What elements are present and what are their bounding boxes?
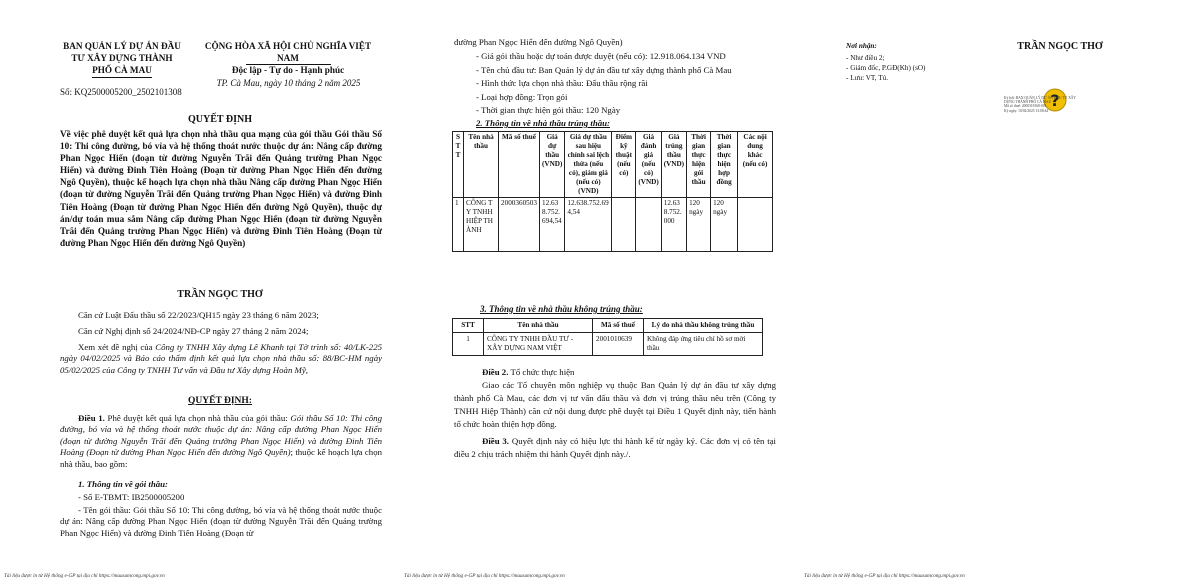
national-header: CỘNG HÒA XÃ HỘI CHỦ NGHĨA VIỆT NAM Độc lập - Tự do - Hạnh phúc [204,41,372,75]
author-name: TRẦN NGỌC THƠ [177,289,263,300]
svg-text:?: ? [1050,91,1060,110]
issue-date: TP. Cà Mau, ngày 10 tháng 2 năm 2025 [216,78,361,88]
recipient-item: - Như điều 2; [846,54,885,62]
page-3-footer: Tài liệu được in từ Hệ thống e-GP tại địa chỉ https://muasamcong.mpi.gov.vn [804,573,965,579]
recipients-heading: Nơi nhận: [846,42,877,50]
col-bid-price: Giá dự thầu (VND) [540,132,565,198]
package-price: - Giá gói thầu hoặc dự toán được duyệt (nếu có): 12.918.064.134 VND [476,51,726,61]
losing-bidder-table [452,318,763,356]
issuing-agency: BAN QUẢN LÝ DỰ ÁN ĐẦU TƯ XÂY DỰNG THÀNH PHỐ CÀ MAU [63,41,181,75]
table-header-row: STT Tên nhà thầu Mã số thuế Lý do nhà thầu không trúng thầu [453,319,763,333]
page-2-footer: Tài liệu được in từ Hệ thống e-GP tại địa chỉ https://muasamcong.mpi.gov.vn [404,573,565,579]
page-3 [800,0,1200,586]
page-2 [400,0,800,586]
col-award-price: Giá trúng thầu (VND) [661,132,686,198]
col-adjusted-price: Giá dự thầu sau hiệu chỉnh sai lệch thừa (nếu có), giảm giá (nếu có) (VND) [565,132,612,198]
table-row: 1 CÔNG TY TNHH HIỆP THÀNH 2000360503 12.638.752.694,54 12.638.752.694,54 12.638.752.000 120 ngày 120 ngày [453,198,773,252]
article-1: Điều 1. Phê duyệt kết quả lựa chọn nhà thầu của gói thầu: Gói thầu Số 10: Thi công đường, bó vỉa và hệ thống thoát nước thuộc dự án: Nâng cấp đường Phan Ngọc Hiển (đoạn từ đường Nguyễn Trãi đến Quảng trường Phan Ngọc Hiển) và đường Đinh Tiên Hoàng (Đoạn từ đường Phan Ngọc Hiển đến đường Ngô Quyền); thuộc kế hoạch lựa chọn nhà thầu, bao gồm: [60,413,382,469]
etbmt-number: - Số E-TBMT: IB2500005200 [78,492,185,502]
page-1-footer: Tài liệu được in từ Hệ thống e-GP tại địa chỉ https://muasamcong.mpi.gov.vn [4,573,165,579]
col-contract-time: Thời gian thực hiện hợp đồng [711,132,738,198]
page-1 [0,0,400,586]
article-3: Điều 3. Quyết định này có hiệu lực thi hành kể từ ngày ký. Các đơn vị có tên tại điều 2 chịu trách nhiệm thi hành Quyết định này./. [454,436,776,459]
section-1-heading: 1. Thông tin về gói thầu: [78,479,168,489]
document-number: Số: KQ2500005200_2502101308 [60,87,182,97]
col-package-time: Thời gian thực hiện gói thầu [687,132,711,198]
col-other: Các nội dung khác (nếu có) [738,132,773,198]
signer-name: TRẦN NGỌC THƠ [1017,41,1103,52]
motto-underline [246,64,331,65]
selection-method: - Hình thức lựa chọn nhà thầu: Đấu thầu rộng rãi [476,78,648,89]
basis-decree: Căn cứ Nghị định số 24/2024/NĐ-CP ngày 27 tháng 2 năm 2024; [78,326,309,336]
col-tax-code: Mã số thuế [499,132,540,198]
investor-name: - Tên chủ đầu tư: Ban Quản lý dự án đầu tư xây dựng thành phố Cà Mau [476,64,732,75]
decision-subject: Về việc phê duyệt kết quả lựa chọn nhà thầu qua mạng của gói thầu Gói thầu Số 10: Thi công đường, bó vỉa và hệ thống thoát nước thuộc dự án: Nâng cấp đường Phan Ngọc Hiển (đoạn từ đường Nguyễn Trãi đến Quảng trường Phan Ngọc Hiển) và đường Đinh Tiên Hoàng (Đoạn từ đường Phan Ngọc Hiển đến đường Ngô Quyền), thuộc kế hoạch lựa chọn nhà thầu Nâng cấp đường Phan Ngọc Hiển (đoạn từ đường Nguyễn Trãi đến Quảng trường Phan Ngọc Hiển) và đường Đinh Tiên Hoàng (Đoạn từ đường Phan Ngọc Hiển đến đường Ngô Quyền), thuộc dự án/dự toán mua sắm Nâng cấp đường Phan Ngọc Hiển (đoạn từ đường Nguyễn Trãi đến Quảng trường Phan Ngọc Hiển) và đường Đinh Tiên Hoàng (Đoạn từ đường Phan Ngọc Hiển đến đường Ngô Quyền) [60,129,382,248]
section-2-heading: 2. Thông tin về nhà thầu trúng thầu: [476,118,610,128]
digital-signature: ? Ký bởi: BAN QUẢN LÝ DỰ ÁN ĐẦU TƯ XÂY DỰNG THÀNH PHỐ CÀ MAU Mã số thuế: 2000318168-001 Ký ngày: 10/02/2025 13:08:44 [1004,96,1104,122]
article-2-text: Giao các Tổ chuyên môn nghiệp vụ thuộc Ban Quản lý dự án đầu tư xây dựng thành phố Cà Mau, các đơn vị tư vấn đấu thầu và đơn vị trúng thầu nêu trên (Công ty TNHH Hiệp Thành) căn cứ nội dung được phê duyệt tại Điều 1 Quyết định này, tiến hành tổ chức hoàn thiện hợp đồng. [454,380,776,429]
package-name: - Tên gói thầu: Gói thầu Số 10: Thi công đường, bó vỉa và hệ thống thoát nước thuộc dự án: Nâng cấp đường Phan Ngọc Hiển (đoạn từ đường Nguyễn Trãi đến Quảng trường Phan Ngọc Hiển) và đường Đinh Tiên Hoàng (Đoạn từ [60,505,382,538]
basis-law: Căn cứ Luật Đấu thầu số 22/2023/QH15 ngày 23 tháng 6 năm 2023; [78,310,319,320]
col-tech-score: Điểm kỹ thuật (nếu có) [612,132,636,198]
basis-proposal: Xem xét đề nghị của Công ty TNHH Xây dựng Lê Khanh tại Tờ trình số: 40/LK-225 ngày 04/02/2025 và Báo cáo thẩm định kết quả lựa chọn nhà thầu số: 88/BC-HM ngày 05/02/2025 của Công ty TNHH Tư vấn và Đầu tư Xây dựng Hoàn Mỹ, [60,342,382,375]
package-name-cont: đường Phan Ngọc Hiển đến đường Ngô Quyền) [454,37,623,47]
winning-bidder-table [452,131,773,252]
article-2-heading: Điều 2. Tổ chức thực hiện [482,367,575,377]
contract-type: - Loại hợp đồng: Trọn gói [476,91,568,102]
agency-underline [92,77,152,78]
decision-title: QUYẾT ĐỊNH [188,114,252,125]
decision-heading: QUYẾT ĐỊNH: [188,396,252,406]
execution-time: - Thời gian thực hiện gói thầu: 120 Ngày [476,105,621,116]
recipient-item: - Lưu: VT, Tú. [846,74,889,82]
recipient-item: - Giám đốc, P.GĐ(Kh) (sO) [846,64,926,72]
package-info-list [476,50,732,118]
table-header-row [453,132,773,198]
col-stt: S T T [453,132,464,198]
col-eval-price: Giá đánh giá (nếu có) (VND) [636,132,661,198]
table-row: 1 CÔNG TY TNHH ĐẦU TƯ - XÂY DỰNG NAM VIỆT 2001010639 Không đáp ứng tiêu chí hồ sơ mời thầu [453,333,763,356]
col-bidder-name: Tên nhà thầu [464,132,499,198]
section-3-heading: 3. Thông tin về nhà thầu không trúng thầu: [480,304,643,314]
